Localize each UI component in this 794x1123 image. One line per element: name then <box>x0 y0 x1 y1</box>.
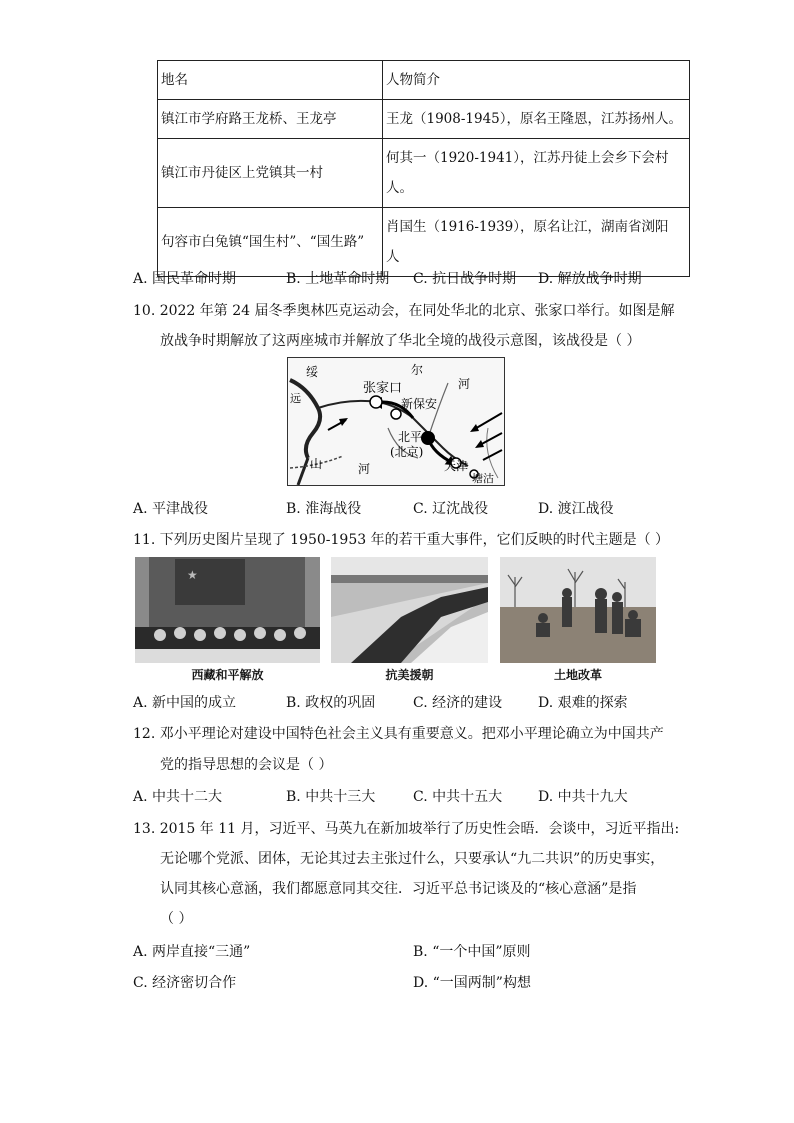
arrow-head <box>339 418 348 426</box>
bio-line: 肖国生（1916-1939），原名让江，湖南省浏阳 <box>386 219 669 235</box>
table-row <box>158 208 690 277</box>
q13-option-c[interactable]: C. 经济密切合作 <box>133 975 237 991</box>
bio-line: 何其一（1920-1941），江苏丹徒上会乡下会村 <box>386 150 669 166</box>
map-label: 尔 <box>411 363 424 377</box>
q13-option-b[interactable]: B. “一个中国”原则 <box>413 944 531 960</box>
table-cell-place: 句容市白兔镇“国生村”、“国生路” <box>158 208 383 277</box>
photo-land-reform <box>500 557 656 663</box>
q13-stem-line-1: 13. 2015 年 11 月，习近平、马英九在新加坡举行了历史性会晤．会谈中，习近平指出: <box>133 821 680 837</box>
table-header-cell: 人物简介 <box>383 61 690 100</box>
map-label: 北平 <box>398 430 423 444</box>
arrow-head <box>470 424 479 432</box>
map-label: 绥 <box>306 365 319 379</box>
map-label: 塘沽 <box>472 472 494 485</box>
table-cell-place: 镇江市学府路王龙桥、王龙亭 <box>158 100 383 139</box>
photo-caption: 土地改革 <box>553 668 602 682</box>
city-marker-beiping <box>421 431 435 445</box>
q13-stem-line-2: 无论哪个党派、团体，无论其过去主张过什么，只要承认“九二共识”的历史事实， <box>160 851 665 867</box>
q11-option-c[interactable]: C. 经济的建设 <box>413 695 503 711</box>
q12-option-d[interactable]: D. 中共十九大 <box>538 789 628 805</box>
map-label: 张家口 <box>363 381 403 396</box>
q10-option-b[interactable]: B. 淮海战役 <box>286 501 362 517</box>
photo-caption: 抗美援朝 <box>385 668 434 682</box>
q13-option-d[interactable]: D. “一国两制”构想 <box>413 975 531 991</box>
q12-option-a[interactable]: A. 中共十二大 <box>133 789 223 805</box>
city-marker-xinbaoan <box>391 409 401 419</box>
q9-option-d[interactable]: D. 解放战争时期 <box>538 271 642 287</box>
q11-option-d[interactable]: D. 艰难的探索 <box>538 695 628 711</box>
table-header-row <box>158 61 690 100</box>
bio-line: 人 <box>386 249 400 265</box>
q12-stem-line-2: 党的指导思想的会议是（ ） <box>160 757 333 773</box>
map-label: 远 <box>290 392 301 405</box>
map-label: 山 <box>310 457 323 471</box>
q11-option-a[interactable]: A. 新中国的成立 <box>133 695 237 711</box>
table-cell-bio <box>383 139 690 208</box>
q13-stem-line-4: （ ） <box>160 911 193 927</box>
q10-stem-line-2: 放战争时期解放了这两座城市并解放了华北全境的战役示意图，该战役是（ ） <box>160 333 641 349</box>
map-label: 河 <box>358 462 371 476</box>
q11-option-b[interactable]: B. 政权的巩固 <box>286 695 376 711</box>
map-label: 天津 <box>444 459 469 473</box>
q12-option-c[interactable]: C. 中共十五大 <box>413 789 503 805</box>
svg-text:★: ★ <box>187 568 198 582</box>
table-row <box>158 100 690 139</box>
q11-stem-line: 11. 下列历史图片呈现了 1950-1953 年的若干重大事件，它们反映的时代主题是（ ） <box>133 532 670 548</box>
table-cell-bio: 王龙（1908-1945），原名王隆恩，江苏扬州人。 <box>383 100 690 139</box>
table-cell-bio <box>383 208 690 277</box>
q10-option-c[interactable]: C. 辽沈战役 <box>413 501 489 517</box>
table-row <box>158 139 690 208</box>
q9-option-b[interactable]: B. 土地革命时期 <box>286 271 390 287</box>
great-wall-line <box>298 458 308 485</box>
bio-line: 人。 <box>386 180 413 196</box>
campaign-map-svg <box>288 358 504 485</box>
pingjin-campaign-map <box>287 357 505 486</box>
table-cell-place: 镇江市丹徒区上党镇其一村 <box>158 139 383 208</box>
q10-stem-line-1: 10. 2022 年第 24 届冬季奥林匹克运动会，在同处华北的北京、张家口举行。如图是解 <box>133 303 675 319</box>
photo-tibet-liberation <box>135 557 320 663</box>
q10-option-a[interactable]: A. 平津战役 <box>133 501 209 517</box>
map-label: (北京) <box>390 445 424 459</box>
photo-korean-war <box>331 557 488 663</box>
q12-stem-line-1: 12. 邓小平理论对建设中国特色社会主义具有重要意义。把邓小平理论确立为中国共产 <box>133 726 664 742</box>
city-marker-zhangjiakou <box>370 396 382 408</box>
table-header-cell: 地名 <box>158 61 383 100</box>
q13-option-a[interactable]: A. 两岸直接“三通” <box>133 944 251 960</box>
map-label: 河 <box>458 377 471 391</box>
attack-arrow <box>483 450 502 460</box>
place-name-table <box>157 60 690 277</box>
q12-option-b[interactable]: B. 中共十三大 <box>286 789 376 805</box>
arrow-head <box>475 440 484 448</box>
q10-option-d[interactable]: D. 渡江战役 <box>538 501 614 517</box>
q13-stem-line-3: 认同其核心意涵，我们都愿意同其交往．习近平总书记谈及的“核心意涵”是指 <box>160 881 637 897</box>
photo-caption: 西藏和平解放 <box>191 668 264 682</box>
q9-option-c[interactable]: C. 抗日战争时期 <box>413 271 517 287</box>
q9-option-a[interactable]: A. 国民革命时期 <box>133 271 237 287</box>
map-label: 新保安 <box>401 397 438 411</box>
